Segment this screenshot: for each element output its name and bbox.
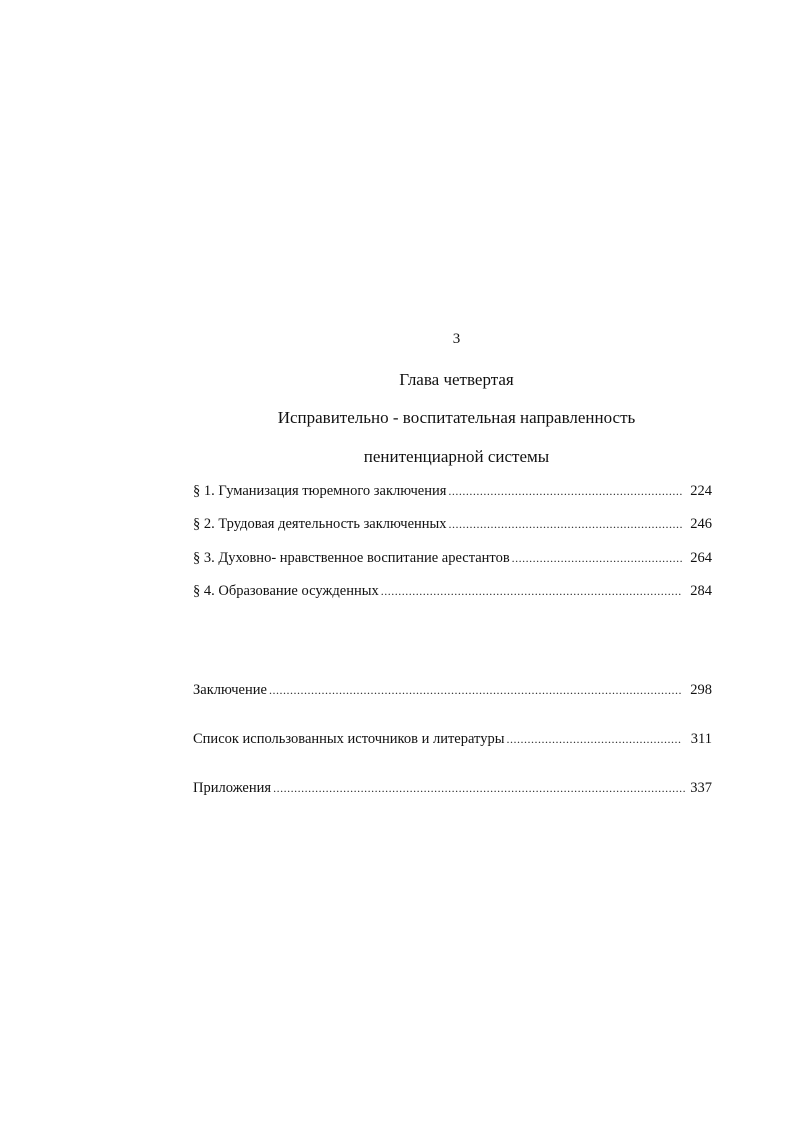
toc-entry-label: § 3. Духовно- нравственное воспитание арестантов [193, 550, 510, 566]
toc-row-section-2 [193, 516, 712, 533]
toc-entry-page: 311 [690, 731, 712, 747]
toc-entry-label: § 4. Образование осужденных [193, 583, 379, 599]
chapter-title-line-1: Исправительно - воспитательная направленность [277, 408, 636, 427]
toc-leader-dots [506, 732, 682, 747]
toc-row-section-4 [193, 583, 712, 600]
toc-leader-dots [448, 484, 682, 499]
toc-row-appendix [193, 780, 712, 797]
toc-entry-label: Заключение [193, 682, 267, 698]
toc-entry-label: § 2. Трудовая деятельность заключенных [193, 516, 447, 532]
chapter-title-line-2: пенитенциарной системы [363, 447, 550, 466]
toc-leader-dots [269, 683, 682, 698]
toc-row-sources [193, 731, 712, 748]
chapter-label: Глава четвертая [399, 370, 514, 389]
toc-entry-label: Приложения [193, 780, 272, 796]
toc-entry-label: § 1. Гуманизация тюремного заключения [193, 483, 447, 499]
toc-entry-label: Список использованных источников и литературы [193, 731, 505, 747]
toc-entry-page: 246 [690, 516, 712, 532]
toc-row-conclusion [193, 682, 712, 699]
toc-leader-dots [381, 584, 682, 599]
toc-row-section-3 [193, 550, 712, 567]
toc-entry-page: 284 [690, 583, 712, 599]
toc-row-section-1 [193, 483, 712, 500]
toc-entry-page: 264 [690, 550, 712, 566]
toc-leader-dots [512, 551, 682, 566]
toc-entry-page: 298 [690, 682, 712, 698]
toc-entry-page: 337 [690, 780, 712, 796]
page-number: 3 [452, 331, 461, 347]
toc-entry-page: 224 [690, 483, 712, 499]
toc-leader-dots [449, 517, 682, 532]
toc-leader-dots [273, 781, 686, 796]
